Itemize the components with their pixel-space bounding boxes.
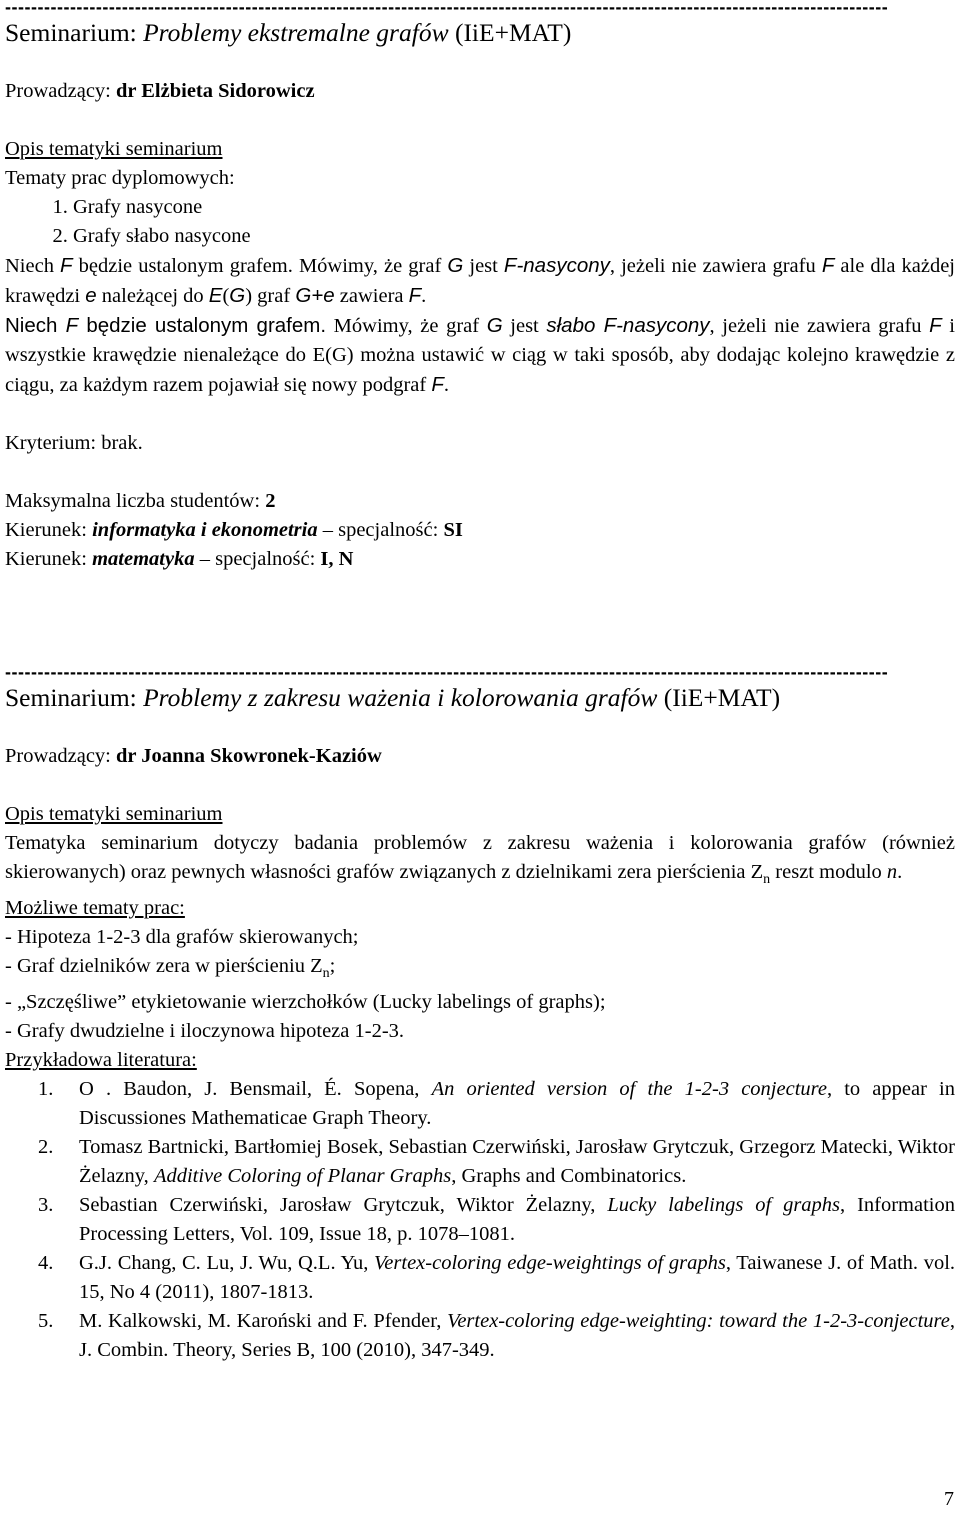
seminar-1-leader: Prowadzący: dr Elżbieta Sidorowicz: [5, 80, 315, 102]
seminar-2-literature-heading: Przykładowa literatura:: [5, 1049, 197, 1072]
seminar-2-desc-heading: Opis tematyki seminarium: [5, 803, 223, 825]
seminar-1-criterion: Kryterium: brak.: [5, 432, 143, 454]
seminar-2-references: [5, 1075, 955, 1365]
seminar-1-topics-list: [5, 193, 955, 251]
seminar-1-title: Seminarium: Problemy ekstremalne grafów (IiE+MAT): [5, 18, 572, 47]
reference-item: 3. Sebastian Czerwiński, Jarosław Grytczuk, Wiktor Żelazny, Lucky labelings of graphs, Information Processing Letters, Vol. 109, Issue 18, p. 1078–1081.: [38, 1194, 955, 1246]
document-page: [5, 0, 955, 1365]
reference-item: 4. G.J. Chang, C. Lu, J. Wu, Q.L. Yu, Vertex-coloring edge-weightings of graphs, Taiwanese J. of Math. vol. 15, No 4 (2011), 1807-1813.: [38, 1252, 956, 1304]
list-item: - „Szczęśliwe” etykietowanie wierzchołków (Lucky labelings of graphs);: [5, 991, 606, 1014]
seminar-1-desc-heading: Opis tematyki seminarium: [5, 138, 223, 160]
list-item: - Graf dzielników zera w pierścieniu $Z_n$;: [5, 955, 336, 982]
reference-item: 2. Tomasz Bartnicki, Bartłomiej Bosek, Sebastian Czerwiński, Jarosław Grytczuk, Grzegorz Matecki, Wiktor Żelazny, Additive Coloring of Planar Graphs, Graphs and Combinatorics.: [38, 1136, 955, 1188]
seminar-2-leader: Prowadzący: dr Joanna Skowronek-Kaziów: [5, 745, 382, 767]
seminar-2-description: Tematyka seminarium dotyczy badania problemów z zakresu ważenia i kolorowania grafów (również skierowanych) oraz pewnych własności grafów związanych z dzielnikami zera pierścienia $Z_n$ reszt modulo n.: [5, 832, 955, 888]
reference-item: 1. O . Baudon, J. Bensmail, É. Sopena, An oriented version of the 1-2-3 conjecture, to appear in Discussiones Mathematicae Graph Theory.: [38, 1078, 955, 1130]
list-item: - Hipoteza 1-2-3 dla grafów skierowanych;: [5, 926, 359, 949]
seminar-2-title: Seminarium: Problemy z zakresu ważenia i kolorowania grafów (IiE+MAT): [5, 683, 781, 712]
seminar-2-topics-list: [5, 923, 955, 1046]
seminar-2-topics-heading: Możliwe tematy prac:: [5, 897, 185, 920]
list-item: 2. Grafy słabo nasycone: [73, 222, 955, 251]
page-number: 7: [944, 1488, 954, 1510]
separator-line: ----------------------------------------------------------------------------------------------------------------------------------------: [5, 0, 889, 16]
seminar-1-direction-2: Kierunek: matematyka – specjalność: I, N: [5, 548, 354, 570]
seminar-1-max-students: Maksymalna liczba studentów: 2: [5, 490, 276, 512]
seminar-1-direction-1: Kierunek: informatyka i ekonometria – specjalność: SI: [5, 519, 463, 541]
seminar-1-paragraph-2: Niech F będzie ustalonym grafem. Mówimy, że graf G jest słabo F-nasycony, jeżeli nie zawiera grafu F i wszystkie krawędzie nienależące do E(G) można ustawić w ciąg w taki sposób, aby dodając kolejno krawędzie z ciągu, za każdym razem pojawiał się nowy podgraf F.: [5, 314, 956, 396]
seminar-1-topics-heading: Tematy prac dyplomowych:: [5, 167, 235, 189]
seminar-1-paragraph-1: Niech F będzie ustalonym grafem. Mówimy, że graf G jest F-nasycony, jeżeli nie zawiera grafu F ale dla każdej krawędzi e należącej do E(G) graf G+e zawiera F.: [5, 254, 956, 307]
list-item: - Grafy dwudzielne i iloczynowa hipoteza 1-2-3.: [5, 1020, 405, 1043]
list-item: 1. Grafy nasycone: [73, 193, 955, 222]
reference-item: 5. M. Kalkowski, M. Karoński and F. Pfender, Vertex-coloring edge-weighting: toward the 1-2-3-conjecture, J. Combin. Theory, Series B, 100 (2010), 347-349.: [38, 1310, 955, 1362]
separator-line: ----------------------------------------------------------------------------------------------------------------------------------------: [5, 665, 889, 681]
